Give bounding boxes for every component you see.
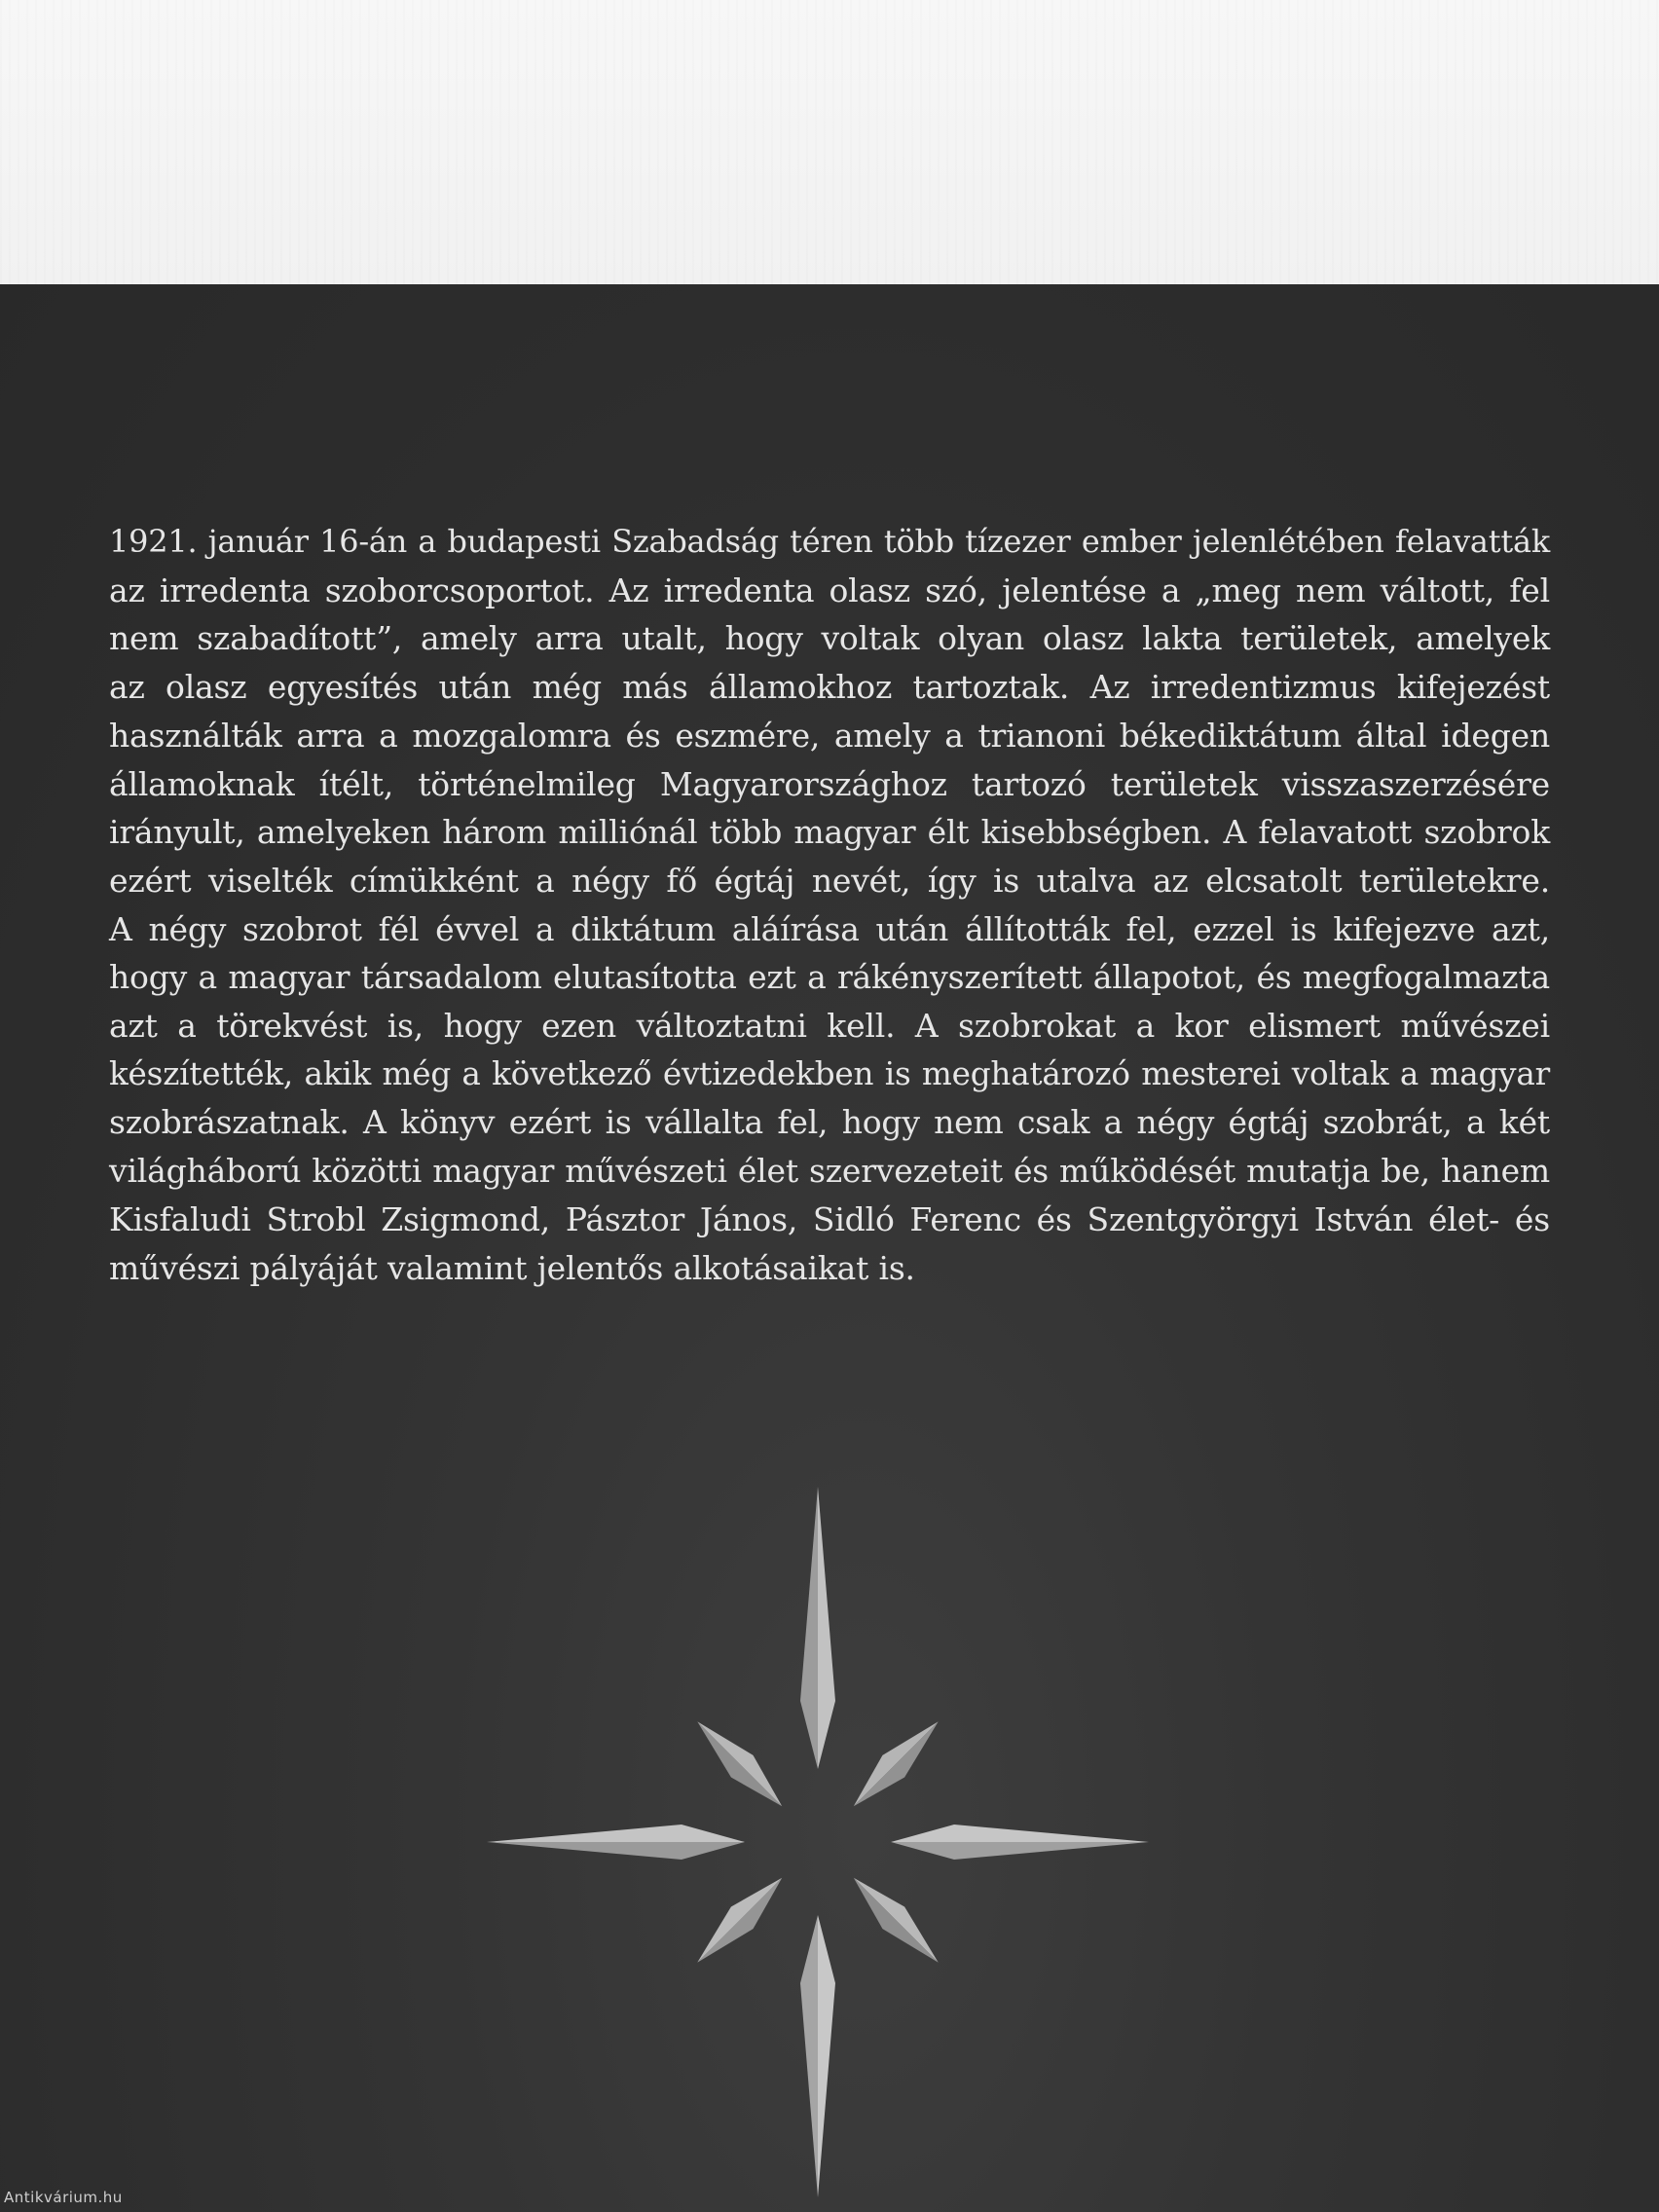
blurb-line: használták arra a mozgalomra és eszmére, amely a trianoni békediktátum által idegen: [109, 716, 1550, 755]
blurb-line: államoknak ítélt, történelmileg Magyarországhoz tartozó területek visszaszerzésére: [109, 764, 1550, 803]
blurb-line: Kisfaludi Strobl Zsigmond, Pásztor János, Sidló Ferenc és Szentgyörgyi István élet- és: [109, 1199, 1550, 1238]
blurb-line: irányult, amelyeken három milliónál több magyar élt kisebbségben. A felavatott szobrok: [109, 813, 1550, 852]
blurb-line: az irredenta szoborcsoportot. Az irredenta olasz szó, jelentése a „meg nem váltott, fel: [109, 571, 1550, 609]
blurb-line: világháború közötti magyar művészeti élet szervezeteit és működését mutatja be, hanem: [109, 1152, 1550, 1191]
diagonal-arm-sw: [686, 1866, 793, 1973]
book-back-cover: [0, 284, 1659, 2212]
main-arm-south: [800, 1915, 835, 2197]
diagonal-arm-nw: [686, 1711, 793, 1818]
main-arm-north: [800, 1487, 835, 1769]
blurb-line: 1921. január 16-án a budapesti Szabadság téren több tízezer ember jelenlétében felavatták: [109, 523, 1550, 560]
watermark: Antikvárium.hu: [4, 2189, 123, 2206]
blurb-line: hogy a magyar társadalom elutasította ezt a rákényszerített állapotot, és megfogalmazta: [109, 958, 1550, 997]
diagonal-arm-se: [842, 1866, 949, 1973]
blurb-line: az olasz egyesítés után még más államokhoz tartoztak. Az irredentizmus kifejezést: [109, 668, 1550, 707]
compass-star-icon: [458, 1482, 1178, 2202]
blurb-line: nem szabadított”, amely arra utalt, hogy voltak olyan olasz lakta területek, amelyek: [109, 619, 1550, 658]
blurb-line: művészi pályáját valamint jelentős alkotásaikat is.: [109, 1248, 915, 1287]
paper-margin: [0, 0, 1659, 284]
main-arm-west: [487, 1825, 745, 1860]
blurb-line: A négy szobrot fél évvel a diktátum aláírása után állították fel, ezzel is kifejezve azt,: [109, 909, 1550, 948]
main-arm-east: [891, 1825, 1149, 1860]
blurb-line: szobrászatnak. A könyv ezért is vállalta fel, hogy nem csak a négy égtáj szobrát, a két: [109, 1103, 1550, 1142]
blurb-line: azt a törekvést is, hogy ezen változtatni kell. A szobrokat a kor elismert művészei: [109, 1007, 1550, 1046]
diagonal-arm-ne: [842, 1711, 949, 1818]
blurb-line: készítették, akik még a következő évtizedekben is meghatározó mesterei voltak a magyar: [109, 1054, 1550, 1092]
blurb-line: ezért viselték címükként a négy fő égtáj nevét, így is utalva az elcsatolt területekre.: [109, 861, 1550, 900]
cover-blurb: [109, 518, 1550, 1292]
